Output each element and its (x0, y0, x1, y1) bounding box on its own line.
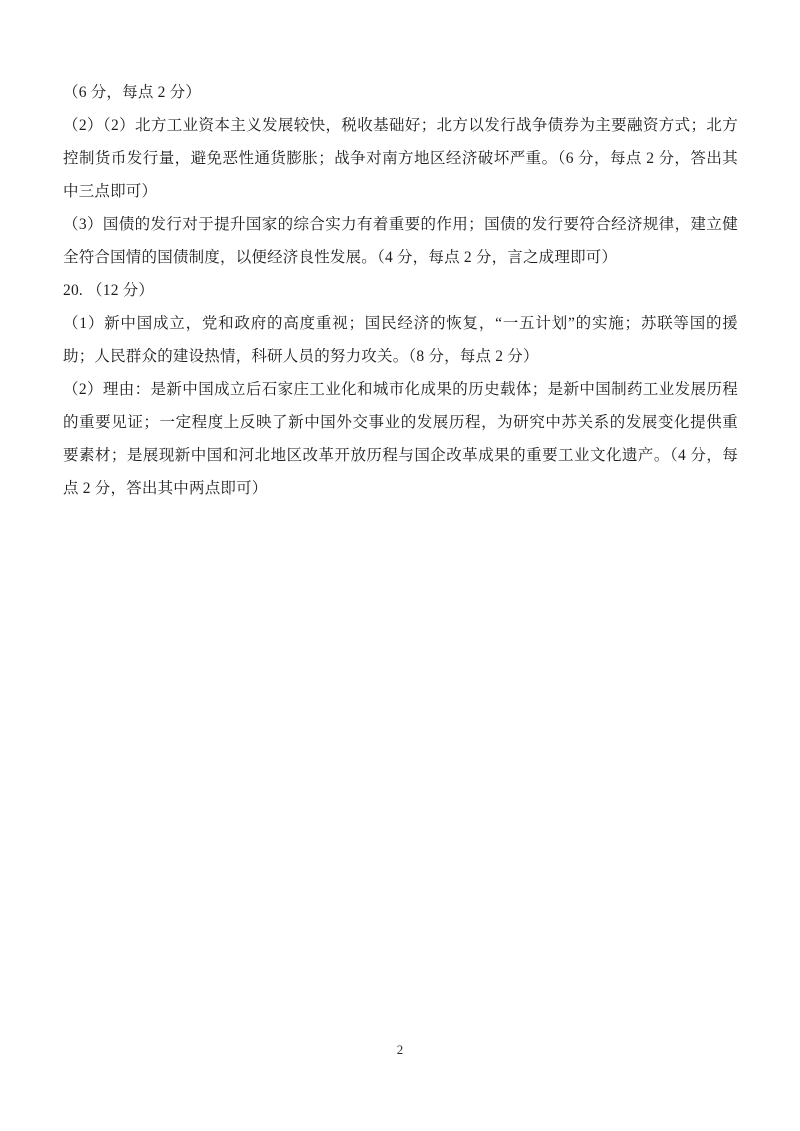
answer-paragraph-q19-part3: （3）国债的发行对于提升国家的综合实力有着重要的作用；国债的发行要符合经济规律，建立健全符合国情的国债制度，以便经济良性发展。（4 分，每点 2 分，言之成理即可） (63, 216, 738, 266)
answer-heading-q20: 20. （12 分） (63, 282, 155, 299)
answer-paragraph-q19-part2: （2）（2）北方工业资本主义发展较快，税收基础好；北方以发行战争债券为主要融资方式；北方控制货币发行量，避免恶性通货膨胀；战争对南方地区经济破坏严重。（6 分，每点 2 分，答出其中三点即可） (63, 117, 738, 200)
answer-text-block (63, 76, 738, 505)
answer-paragraph-q20-part2: （2）理由：是新中国成立后石家庄工业化和城市化成果的历史载体；是新中国制药工业发展历程的重要见证；一定程度上反映了新中国外交事业的发展历程，为研究中苏关系的发展变化提供重要素材；是展现新中国和河北地区改革开放历程与国企改革成果的重要工业文化遗产。（4 分，每点 2 分，答出其中两点即可） (63, 381, 738, 497)
page-number: 2 (396, 1042, 404, 1057)
answer-paragraph-score-note: （6 分，每点 2 分） (63, 84, 202, 101)
answer-paragraph-q20-part1: （1）新中国成立，党和政府的高度重视；国民经济的恢复，“一五计划”的实施；苏联等国的援助；人民群众的建设热情，科研人员的努力攻关。（8 分，每点 2 分） (63, 315, 738, 365)
